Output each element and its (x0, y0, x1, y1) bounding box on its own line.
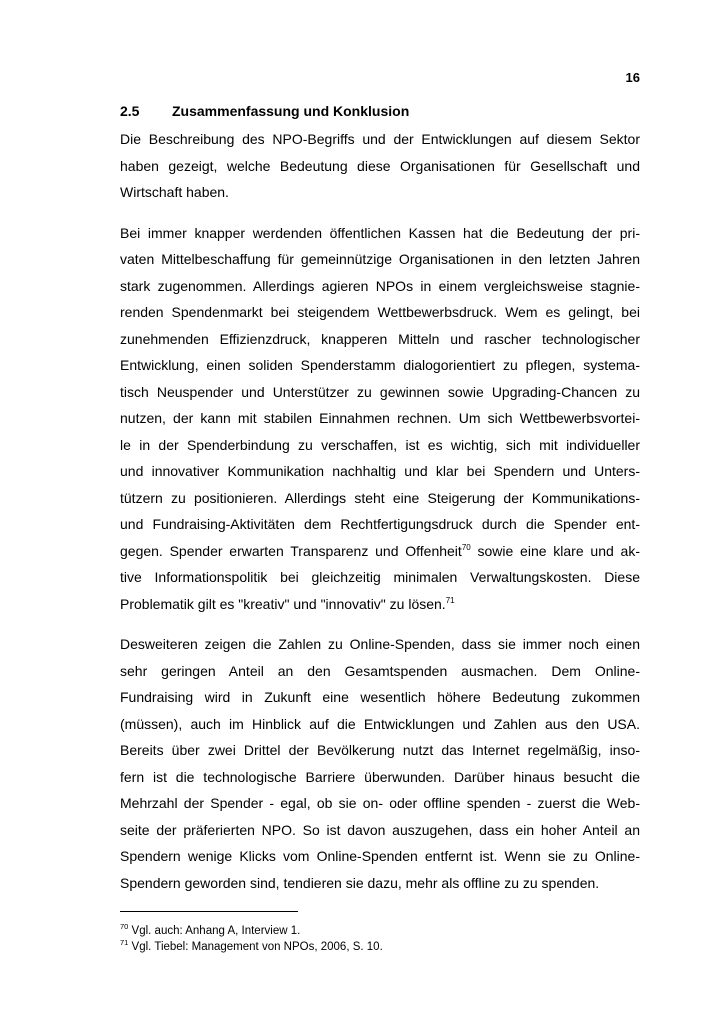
text-line: seite der präferierten NPO. So ist davon auszugehen, dass ein hoher Anteil an (120, 821, 640, 838)
text-line: haben gezeigt, welche Bedeutung diese Organisationen für Gesellschaft und (120, 157, 640, 174)
text-line: Die Beschreibung des NPO-Begriffs und der Entwicklungen auf diesem Sektor (120, 131, 640, 147)
section-heading (120, 103, 640, 119)
footnote-70 (120, 923, 383, 939)
text-line (120, 591, 640, 618)
text-segment: sowie eine klare und ak- (470, 542, 640, 559)
section-number: 2.5 (120, 103, 140, 119)
text-line: Spendern wenige Klicks vom Online-Spenden entfernt ist. Wenn sie zu Online- (120, 848, 640, 864)
text-line: zunehmenden Effizienzdruck, knapperen Mitteln und rascher technologischer (120, 330, 640, 347)
text-line: Mehrzahl der Spender - egal, ob sie on- oder offline spenden - zuerst die Web- (120, 795, 640, 811)
text-line: le in der Spenderbindung zu verschaffen, ist es wichtig, sich mit individueller (120, 436, 640, 453)
text-segment: Problematik gilt es "kreativ" und "innovativ" zu lösen. (120, 595, 446, 612)
footnote-number: 71 (120, 938, 129, 947)
page-number: 16 (625, 70, 640, 85)
text-line: renden Spendenmarkt bei steigendem Wettbewerbsdruck. Wem es gelingt, bei (120, 304, 640, 320)
text-line: Entwicklung, einen soliden Spenderstamm dialogorientiert zu pflegen, systema- (120, 357, 640, 373)
text-line: tisch Neuspender und Unterstützer zu gewinnen sowie Upgrading-Chancen zu (120, 383, 640, 400)
text-segment: gegen. Spender erwarten Transparenz und Offenheit (120, 542, 462, 559)
text-line: und Fundraising-Aktivitäten dem Rechtfertigungsdruck durch die Spender ent- (120, 516, 640, 532)
text-line: fern ist die technologische Barriere überwunden. Darüber hinaus besucht die (120, 768, 640, 785)
text-line: Wirtschaft haben. (120, 184, 229, 200)
text-line: tützern zu positionieren. Allerdings steht eine Steigerung der Kommunikations- (120, 489, 640, 506)
text-line: tive Informationspolitik bei gleichzeitig minimalen Verwaltungskosten. Diese (120, 569, 640, 585)
text-line: nutzen, der kann mit stabilen Einnahmen rechnen. Um sich Wettbewerbsvortei- (120, 410, 640, 426)
paragraph-1 (120, 126, 640, 206)
text-line: Bei immer knapper werdenden öffentlichen Kassen hat die Bedeutung der pri- (120, 224, 640, 241)
footnote-71 (120, 939, 383, 955)
text-line: Spendern geworden sind, tendieren sie dazu, mehr als offline zu zu spenden. (120, 874, 600, 891)
footnote-separator (120, 911, 298, 912)
text-line: (müssen), auch im Hinblick auf die Entwicklungen und Zahlen aus den USA. (120, 715, 640, 732)
text-line: Desweiteren zeigen die Zahlen zu Online-Spenden, dass sie immer noch einen (120, 636, 640, 652)
footnotes (120, 923, 383, 955)
paragraph-2 (120, 220, 640, 618)
footnote-ref-70[interactable]: 70 (461, 542, 471, 552)
text-line: vaten Mittelbeschaffung für gemeinnützige Organisationen in den letzten Jahren (120, 251, 640, 267)
paragraph-3 (120, 631, 640, 896)
text-line: Bereits über zwei Drittel der Bevölkerung nutzt das Internet regelmäßig, inso- (120, 742, 640, 758)
text-line: sehr geringen Anteil an den Gesamtspenden ausmachen. Dem Online- (120, 662, 640, 679)
text-line: Fundraising wird in Zukunft eine wesentlich höhere Bedeutung zukommen (120, 689, 640, 705)
text-line: und innovativer Kommunikation nachhaltig und klar bei Spendern und Unters- (120, 463, 640, 479)
footnote-ref-71[interactable]: 71 (445, 595, 455, 605)
text-line (120, 538, 640, 565)
body-text (120, 126, 640, 910)
text-line: stark zugenommen. Allerdings agieren NPOs in einem vergleichsweise stagnie- (120, 277, 640, 294)
footnote-number: 70 (120, 922, 129, 931)
section-title: Zusammenfassung und Konklusion (172, 103, 410, 119)
footnote-text: Vgl. Tiebel: Management von NPOs, 2006, S. 10. (128, 941, 383, 953)
footnote-text: Vgl. auch: Anhang A, Interview 1. (128, 925, 301, 937)
